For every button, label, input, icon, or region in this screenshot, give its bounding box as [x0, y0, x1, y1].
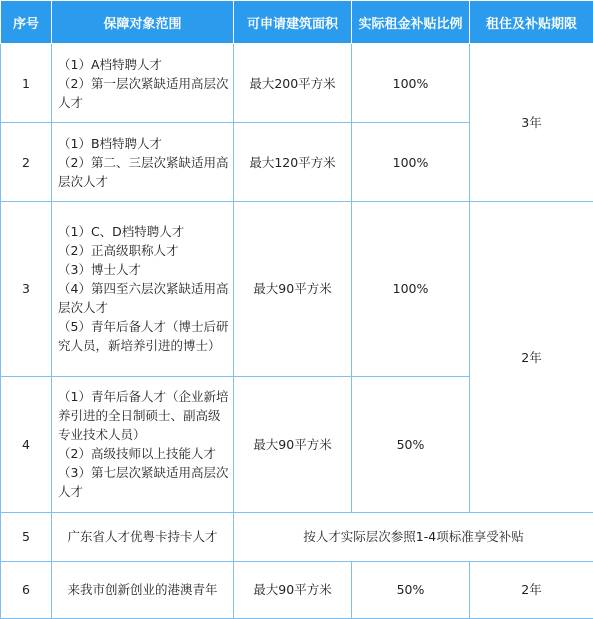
table-row — [1, 561, 593, 618]
row-number: 3 — [1, 202, 52, 376]
scope-cell — [52, 123, 234, 202]
scope-line: （2）第一层次紧缺适用高层次人才 — [58, 75, 229, 110]
area-cell: 最大90平方米 — [234, 561, 352, 618]
ratio-cell: 50% — [352, 561, 470, 618]
area-cell: 最大200平方米 — [234, 44, 352, 123]
scope-line: （3）第七层次紧缺适用高层次人才 — [58, 465, 229, 500]
header-row — [1, 1, 593, 44]
row-number: 5 — [1, 512, 52, 561]
row-number: 4 — [1, 376, 52, 512]
scope-line: （2）第二、三层次紧缺适用高层次人才 — [58, 154, 229, 189]
scope-line: （1）A档特聘人才 — [58, 56, 163, 72]
table-row — [1, 202, 593, 376]
term-cell: 3年 — [470, 44, 593, 202]
scope-cell — [52, 202, 234, 376]
scope-line: （5）青年后备人才（博士后研究人员，新培养引进的博士） — [58, 319, 229, 354]
term-cell: 2年 — [470, 202, 593, 513]
scope-line: （2）正高级职称人才 — [58, 243, 179, 259]
row-number: 1 — [1, 44, 52, 123]
term-cell: 2年 — [470, 561, 593, 618]
scope-line: （1）B档特聘人才 — [58, 135, 163, 151]
row-number: 6 — [1, 561, 52, 618]
ratio-cell: 100% — [352, 123, 470, 202]
scope-cell — [52, 376, 234, 512]
area-cell: 最大90平方米 — [234, 202, 352, 376]
header-scope: 保障对象范围 — [52, 1, 234, 44]
scope-cell: 广东省人才优粤卡持卡人才 — [52, 512, 234, 561]
table-row — [1, 512, 593, 561]
scope-cell — [52, 44, 234, 123]
scope-line: （2）高级技师以上技能人才 — [58, 446, 216, 462]
table-row — [1, 44, 593, 123]
header-no: 序号 — [1, 1, 52, 44]
scope-line: （1）青年后备人才（企业新培养引进的全日制硕士、副高级专业技术人员） — [58, 389, 229, 443]
ratio-cell: 100% — [352, 44, 470, 123]
scope-line: （1）C、D档特聘人才 — [58, 224, 185, 240]
scope-cell: 来我市创新创业的港澳青年 — [52, 561, 234, 618]
row-number: 2 — [1, 123, 52, 202]
area-cell: 最大120平方米 — [234, 123, 352, 202]
header-term: 租住及补贴期限 — [470, 1, 593, 44]
header-ratio: 实际租金补贴比例 — [352, 1, 470, 44]
header-area: 可申请建筑面积 — [234, 1, 352, 44]
scope-line: （4）第四至六层次紧缺适用高层次人才 — [58, 281, 229, 316]
ratio-cell: 50% — [352, 376, 470, 512]
scope-line: （3）博士人才 — [58, 262, 141, 278]
area-cell: 最大90平方米 — [234, 376, 352, 512]
merged-standard-cell: 按人才实际层次参照1-4项标准享受补贴 — [234, 512, 593, 561]
ratio-cell: 100% — [352, 202, 470, 376]
